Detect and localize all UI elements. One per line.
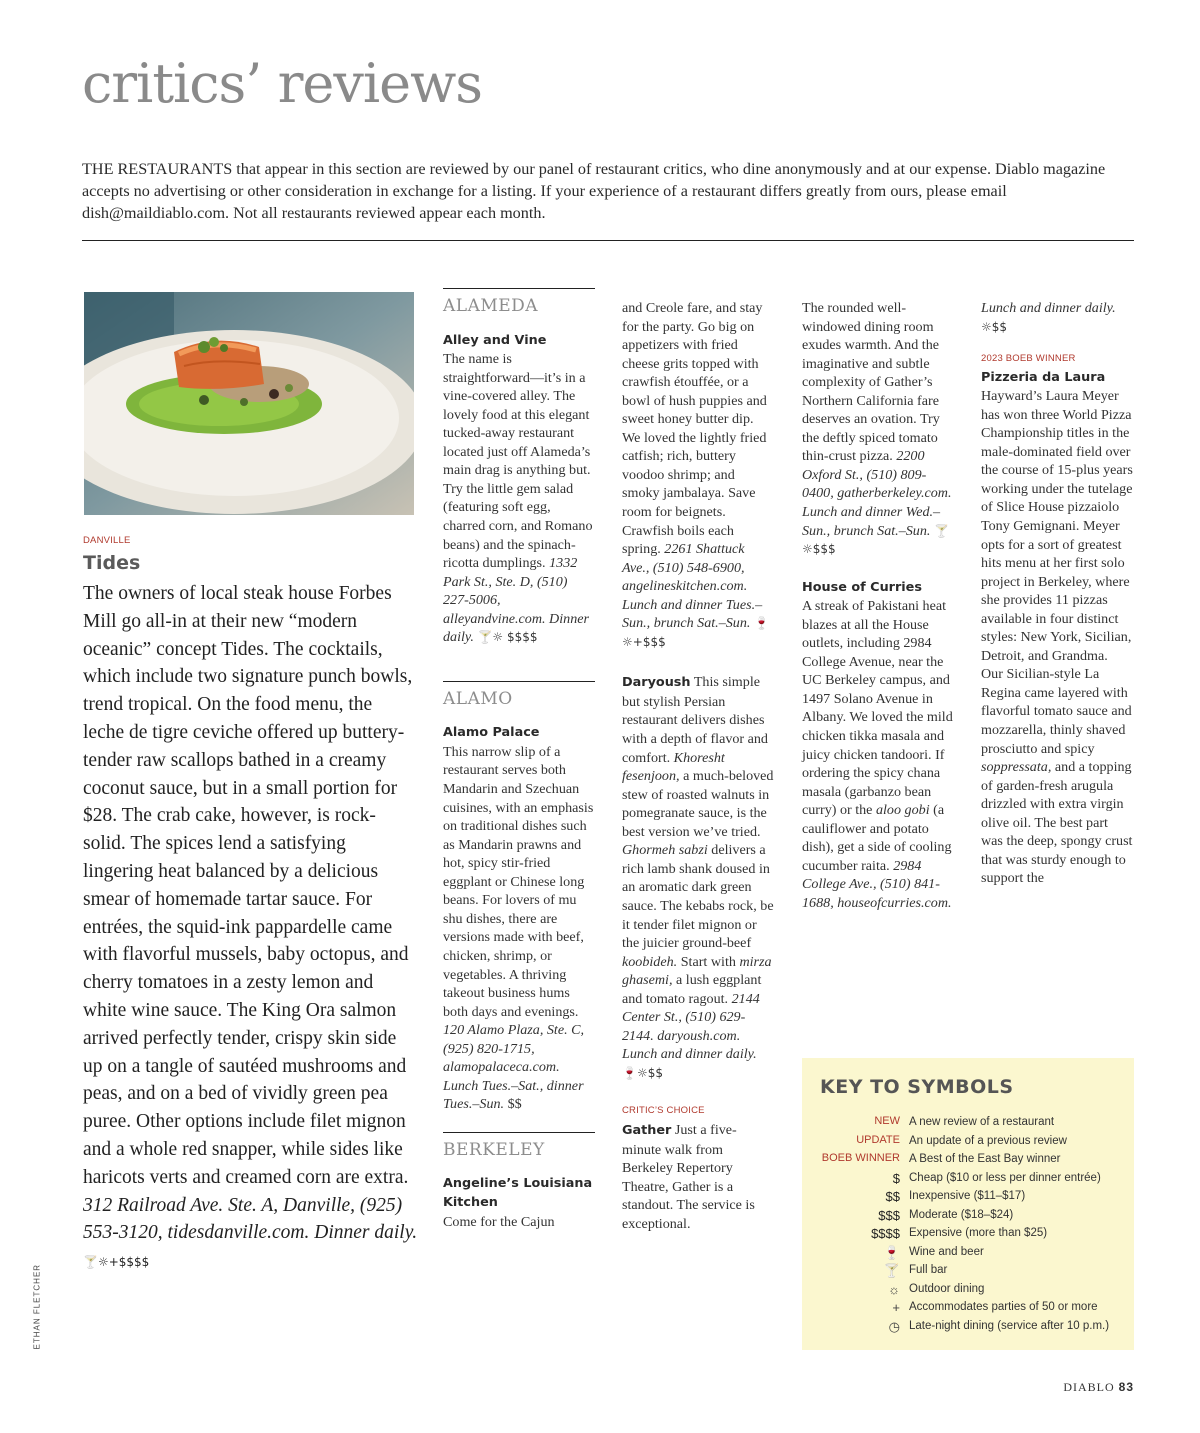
plus-icon: +: [892, 1300, 900, 1315]
key-row: $$$$ Expensive (more than $25): [871, 1226, 1048, 1241]
restaurant-review: Hayward’s Laura Meyer has won three World Pizza Championship titles in the male-dominated field over the course of 15-plus years working under the tutelage of Slice House pizzaiolo Tony Gemignani. Meyer opts for a sort of greatest hits menu at her first solo project in Berkeley, where she provides 11 pizzas available in four distinct styles: New York, Sicilian, Detroit, and Grandma. Our Sicilian-style La Regina came layered with flavorful tomato sauce and mozzarella, thinly shaved prosciutto and spicy soppressata, and a topping of garden-fresh arugula drizzled with extra virgin olive oil. The best part was the deep, spongy crust that was sturdy enough to support the: [981, 388, 1133, 887]
restaurant-review: Come for the Cajun: [443, 1213, 555, 1230]
page-number: 83: [1118, 1380, 1134, 1394]
cocktail-icon: 🍸: [883, 1263, 900, 1278]
key-to-symbols: [802, 1058, 1134, 1350]
divider: [443, 681, 595, 682]
restaurant-name: Pizzeria da Laura: [981, 369, 1106, 385]
key-row: $$ Inexpensive ($11–$17): [885, 1189, 1026, 1204]
city-heading: ALAMEDA: [443, 296, 539, 316]
restaurant-name: Alley and Vine: [443, 332, 547, 348]
wine-glass-icon: 🍷: [883, 1244, 900, 1260]
lead-review: The owners of local steak house Forbes Mill go all-in at their new “modern oceanic” concept Tides. The cocktails, which include two signature punch bowls, trend tropical. On the food menu, the leche de tigre ceviche offered up buttery-tender raw scallops bathed in a creamy coconut sauce, but in a small portion for $28. The crab cake, however, is rock-solid. The spices lend a satisfying lingering heat balanced by a delicious smear of homemade tartar sauce. For entrées, the squid-ink pappardelle came with flavorful mussels, baby octopus, and cherry tomatoes in a zesty lemon and white wine sauce. The King Ora salmon arrived perfectly tender, crispy skin side up on a tangle of sautéed mushrooms and peas, and on a bed of vividly green pea puree. Other options include filet mignon and a whole red snapper, while sides like haricots verts and creamed corn are extra. 312 Railroad Ave. Ste. A, Danville, (925) 553-3120, tidesdanville.com. Dinner daily. 🍸☼+$$$$: [83, 583, 418, 1270]
key-row: NEW A new review of a restaurant: [874, 1115, 1055, 1128]
key-row: 🍷 Wine and beer: [883, 1244, 984, 1260]
restaurant-name: Daryoush: [622, 675, 691, 691]
restaurant-review: A streak of Pakistani heat blazes at all the House outlets, including 2984 College Avenue, near the UC Berkeley campus, and 1497 Solano Avenue in Albany. We loved the mild chicken tikka masala and juicy chicken tandoori. If ordering the spicy chana masala (garbanzo bean curry) or the aloo gobi (a cauliflower and potato dish), get a side of cooling cucumber raita. 2984 College Ave., (510) 841-1688, houseofcurries.com.: [802, 598, 953, 911]
restaurant-name: Gather: [622, 1122, 672, 1138]
column-2: [622, 299, 774, 1233]
intro-paragraph: THE RESTAURANTS that appear in this section are reviewed by our panel of restaurant critics, who dine anonymously and at our expense. Diablo magazine accepts no advertising or other consideration in exchange for a listing. If your experience of a restaurant differs greatly from ours, please email dish@maildiablo.com. Not all restaurants reviewed appear each month.: [82, 160, 1106, 222]
restaurant-review: This narrow slip of a restaurant serves both Mandarin and Szechuan cuisines, with an emphasis on traditional dishes such as Mandarin prawns and hot, spicy stir-fried eggplant or Chinese long beans. For lovers of mu shu dishes, there are versions made with beef, chicken, shrimp, or vegetables. A thriving takeout business hums both days and evenings. 120 Alamo Plaza, Ste. C, (925) 820-1715, alamopalaceca.com. Lunch Tues.–Sat., dinner Tues.–Sun. $$: [443, 743, 594, 1113]
restaurant-name: Alamo Palace: [443, 725, 540, 741]
divider: [443, 288, 595, 289]
column-1: [443, 288, 595, 1231]
boeb-winner-badge: 2023 BOEB WINNER: [981, 353, 1076, 365]
city-heading: ALAMO: [443, 688, 513, 709]
lead-city: DANVILLE: [83, 535, 131, 546]
restaurant-name: House of Curries: [802, 579, 922, 595]
sun-icon: ☼: [888, 1281, 900, 1297]
key-row: 🍸 Full bar: [883, 1263, 948, 1278]
key-title: KEY TO SYMBOLS: [820, 1076, 1014, 1098]
photo-credit: ETHAN FLETCHER: [32, 1263, 42, 1350]
key-row: + Accommodates parties of 50 or more: [892, 1300, 1098, 1315]
lead-info: 312 Railroad Ave. Ste. A, Danville, (925) 553-3120, tidesdanville.com. Dinner daily.: [83, 1194, 418, 1244]
lead-restaurant-name: Tides: [83, 552, 141, 574]
divider: [443, 1132, 595, 1133]
key-row: BOEB WINNER A Best of the East Bay winner: [821, 1152, 1061, 1165]
clock-icon: ◷: [888, 1318, 900, 1334]
restaurant-review: Lunch and dinner daily. ☼$$: [981, 300, 1116, 334]
key-row: $$$ Moderate ($18–$24): [878, 1207, 1014, 1223]
lead-symbols: 🍸☼+$$$$: [83, 1255, 150, 1270]
critics-choice-badge: CRITIC’S CHOICE: [622, 1105, 705, 1117]
key-list: [802, 1115, 1134, 1337]
key-row: UPDATE An update of a previous review: [856, 1133, 1067, 1147]
restaurant-review: Daryoush This simple but stylish Persian restaurant delivers dishes with a depth of flavor and comfort. Khoresht fesenjoon, a much-beloved stew of roasted walnuts in pomegranate sauce, is the best version we’ve tried. Ghormeh sabzi delivers a rich lamb shank doused in an aromatic dark green sauce. The kebabs rock, be it tender filet mignon or the juicier ground-beef koobideh. Start with mirza ghasemi, a lush eggplant and tomato ragout. 2144 Center St., (510) 629-2144. daryoush.com. Lunch and dinner daily. 🍷☼$$: [622, 674, 774, 1080]
key-row: $ Cheap ($10 or less per dinner entrée): [892, 1170, 1101, 1186]
page-title: critics’ reviews: [82, 52, 483, 115]
column-4: [981, 299, 1133, 888]
restaurant-review: Gather Just a five-minute walk from Berkeley Repertory Theatre, Gather is a standout. The service is exceptional.: [622, 1121, 755, 1232]
divider: [82, 240, 1134, 241]
page-footer: DIABLO 83: [1063, 1380, 1134, 1394]
key-row: ☼ Outdoor dining: [888, 1281, 985, 1297]
restaurant-review: The name is straightforward—it’s in a vine-covered alley. The lovely food at this elegant tucked-away restaurant located just off Alameda’s main drag is anything but. Try the little gem salad (featuring soft egg, charred corn, and Romano beans) and the spinach-ricotta dumplings. 1332 Park St., Ste. D, (510) 227-5006, alleyandvine.com. Dinner daily. 🍸☼ $$$$: [443, 351, 593, 646]
key-row: ◷ Late-night dining (service after 10 p.m.): [888, 1318, 1110, 1334]
city-heading: BERKELEY: [443, 1139, 545, 1160]
restaurant-name: Angeline’s Louisiana Kitchen: [443, 1176, 593, 1210]
restaurant-review: and Creole fare, and stay for the party. Go big on appetizers with fried cheese grits topped with crawfish étouffée, or a bowl of hush puppies and sweet honey butter dip. We loved the lightly fried catfish; rich, buttery voodoo shrimp; and smoky jambalaya. Save room for beignets. Crawfish boils each spring. 2261 Shattuck Ave., (510) 548-6900, angelineskitchen.com. Lunch and dinner Tues.–Sun., brunch Sat.–Sun. 🍷☼+$$$: [622, 300, 769, 649]
restaurant-review: The rounded well-windowed dining room exudes warmth. And the imaginative and subtle complexity of Gather’s Northern California fare deserves an ovation. Try the deftly spiced tomato thin-crust pizza. 2200 Oxford St., (510) 809-0400, gatherberkeley.com. Lunch and dinner Wed.–Sun., brunch Sat.–Sun. 🍸☼$$$: [802, 300, 952, 557]
column-3: [802, 299, 954, 913]
food-photo: [84, 292, 414, 515]
